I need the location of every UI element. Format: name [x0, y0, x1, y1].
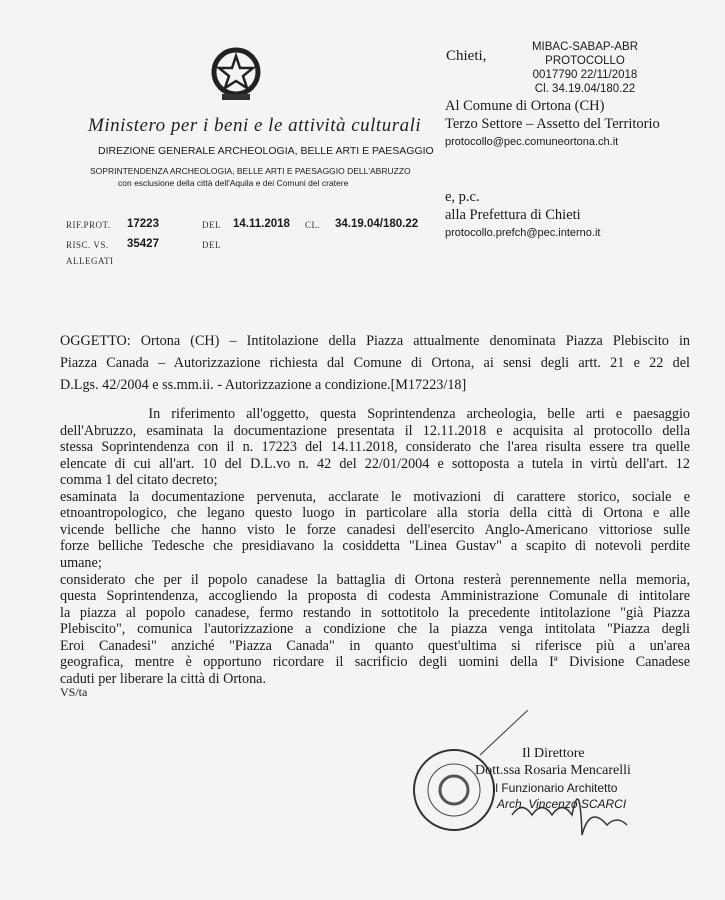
del2-label: DEL [202, 240, 221, 250]
ministry-logotype: Ministero per i beni e le attività culturali [88, 115, 422, 136]
recipient-dept: Terzo Settore – Assetto del Territorio [445, 116, 660, 132]
rif-date: 14.11.2018 [233, 218, 290, 230]
cc-email: protocollo.prefch@pec.interno.it [445, 227, 601, 239]
subject-line: D.Lgs. 42/2004 e ss.mm.ii. - Autorizzazione a condizione.[M17223/18] [60, 377, 467, 393]
recipients [445, 97, 660, 242]
recipient-email: protocollo@pec.comuneortona.ch.it [445, 136, 619, 148]
office-note: con esclusione della città dell'Aquila e dei Comuni del cratere [118, 178, 349, 188]
stamp-line: PROTOCOLLO [545, 55, 625, 67]
recipient: Al Comune di Ortona (CH) [445, 98, 605, 114]
body-line: geografica, mentre è opportuno ricordare il sacrificio degli uomini della Iª Divisione Canadese [60, 654, 690, 671]
body-line: considerato che per il popolo canadese la battaglia di Ortona resterà perennemente nella memoria, [60, 571, 690, 588]
body-line: esaminata la documentazione pervenuta, acclarate le motivazioni di carattere storico, sociale e [60, 488, 690, 505]
place: Chieti, [446, 48, 487, 64]
body-line: caduti per liberare la città di Ortona. [60, 670, 267, 687]
signer-title: Il Direttore [522, 746, 585, 761]
emblem-icon [206, 44, 266, 111]
body-line: comma 1 del citato decreto; [60, 472, 218, 489]
allegati-label: ALLEGATI [66, 256, 114, 266]
subject-line: Piazza Canada – Autorizzazione richiesta dal Comune di Ortona, ai sensi degli artt. 21 e 22 del [60, 355, 690, 371]
body-line: vicende belliche che hanno visto le forze canadesi dell'esercito Anglo-Americano vittoriose sulle [60, 521, 690, 538]
body-line: stessa Soprintendenza con il n. 17223 del 14.11.2018, considerato che l'area risulta essere tra quelle [60, 439, 690, 456]
body-line: umane; [60, 554, 102, 571]
subject-line: OGGETTO: Ortona (CH) – Intitolazione della Piazza attualmente denominata Piazza Plebiscito in [60, 333, 690, 349]
rif-value: 17223 [127, 218, 159, 230]
risc-label: RISC. VS. [66, 240, 109, 250]
cl-value: 34.19.04/180.22 [335, 218, 419, 230]
directorate: DIREZIONE GENERALE ARCHEOLOGIA, BELLE ARTI E PAESAGGIO [98, 145, 434, 157]
body-line: la piazza al popolo canadese, fermo restando in sottotitolo la precedente intitolazione "già Piazza [60, 604, 690, 621]
body-line: dell'Abruzzo, esaminata la documentazione presentata il 12.11.2018 e acquisita al protocollo della [60, 422, 690, 439]
stamp-line: MIBAC-SABAP-ABR [531, 41, 639, 53]
officer-role: Il Funzionario Architetto [492, 781, 618, 795]
stamp-line: 0017790 22/11/2018 [532, 69, 638, 81]
del-label: DEL [202, 220, 221, 230]
cc-label: e, p.c. [445, 189, 480, 205]
protocol-stamp [515, 40, 655, 96]
signer-name: Dott.ssa Rosaria Mencarelli [475, 763, 631, 778]
rif-label: RIF.PROT. [66, 220, 111, 230]
initials: VS/ta [60, 685, 88, 699]
body-line: questa Soprintendenza, accogliendo la proposta di codesta Amministrazione Comunale di intitolare [60, 588, 690, 605]
stamp-line: Cl. 34.19.04/180.22 [534, 83, 636, 95]
office: SOPRINTENDENZA ARCHEOLOGIA, BELLE ARTI E PAESAGGIO DELL'ABRUZZO [90, 166, 411, 176]
officer-name: Arch. Vincenzo SCARCI [497, 797, 627, 811]
signature-block [522, 745, 585, 763]
body-line: etnoantropologico, che legano questo luogo in particolare alla storia della città di Ortona e alle [60, 505, 690, 522]
body-line: elencate di cui all'art. 10 del D.L.vo n. 42 del 22/01/2004 e sottoposta a tutela in virtù dell'art. 12 [60, 455, 690, 472]
risc-value: 35427 [127, 238, 159, 250]
body-line: forze belliche Tedesche che presidiavano la cosiddetta "Linea Gustav" a scapito di notevoli perdite [60, 538, 690, 555]
body-line: Plebiscito", comunica l'autorizzazione a condizione che la piazza venga intitolata "Piazza degli [60, 621, 690, 638]
body-line: Eroi Canadesi" anziché "Piazza Canada" in quanto quest'ultima si riferisce più a un'area [60, 637, 690, 654]
cl-label: CL. [305, 220, 321, 230]
body-line: In riferimento all'oggetto, questa Soprintendenza archeologia, belle arti e paesaggio [60, 406, 690, 422]
cc-recipient: alla Prefettura di Chieti [445, 207, 581, 223]
